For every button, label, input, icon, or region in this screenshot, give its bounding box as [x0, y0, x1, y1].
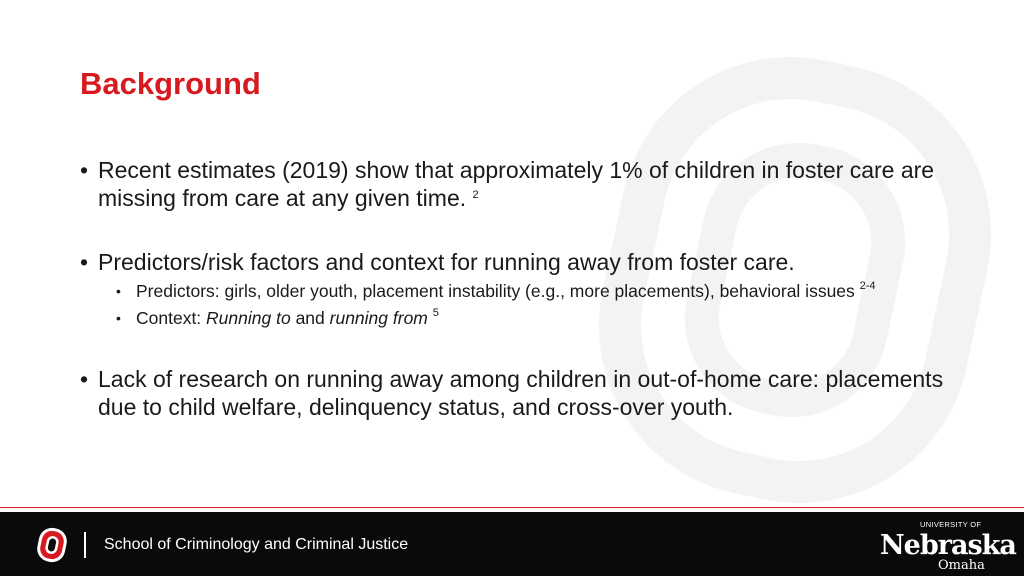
- footer-separator: [84, 532, 86, 558]
- bullet-dot: •: [80, 157, 89, 183]
- bullet-text: Recent estimates (2019) show that approximately 1% of children in foster care are missing from care at any given time.: [98, 157, 935, 211]
- university-logo: [880, 520, 1016, 573]
- citation: 5: [432, 307, 439, 319]
- sub-bullet-emphasis: Running to: [206, 308, 291, 328]
- bullet-item: [80, 248, 960, 276]
- sub-bullet-emphasis: running from: [329, 308, 428, 328]
- footer-bar: [0, 512, 1024, 576]
- sub-bullet-connector: and: [290, 308, 330, 328]
- sub-bullet-item: [80, 280, 960, 302]
- logo-omaha: Omaha: [938, 558, 985, 573]
- slide-content: [80, 156, 960, 421]
- logo-nebraska: Nebraska: [880, 530, 1016, 561]
- bullet-dot: •: [116, 310, 121, 326]
- bullet-dot: •: [80, 249, 89, 275]
- bullet-item: [80, 156, 960, 212]
- department-name: School of Criminology and Criminal Justice: [104, 536, 409, 553]
- citation: 2-4: [859, 280, 876, 292]
- citation: 2: [472, 189, 479, 201]
- unomaha-o-logo-icon: [32, 525, 72, 565]
- bullet-text: Predictors/risk factors and context for running away from foster care.: [98, 249, 795, 275]
- bullet-item: [80, 365, 960, 421]
- sub-bullet-prefix: Context:: [136, 308, 207, 328]
- slide-title: Background: [80, 66, 261, 101]
- bullet-dot: •: [80, 366, 89, 392]
- footer-accent-rule: [0, 507, 1024, 508]
- bullet-text: Lack of research on running away among children in out-of-home care: placements due to child welfare, delinquency status, and cross-over youth.: [98, 366, 944, 420]
- sub-bullet-item: [80, 307, 960, 329]
- sub-bullet-text: Predictors: girls, older youth, placement instability (e.g., more placements), behavioral issues: [136, 281, 860, 301]
- bullet-dot: •: [116, 283, 121, 299]
- logo-university-of: UNIVERSITY OF: [920, 520, 982, 529]
